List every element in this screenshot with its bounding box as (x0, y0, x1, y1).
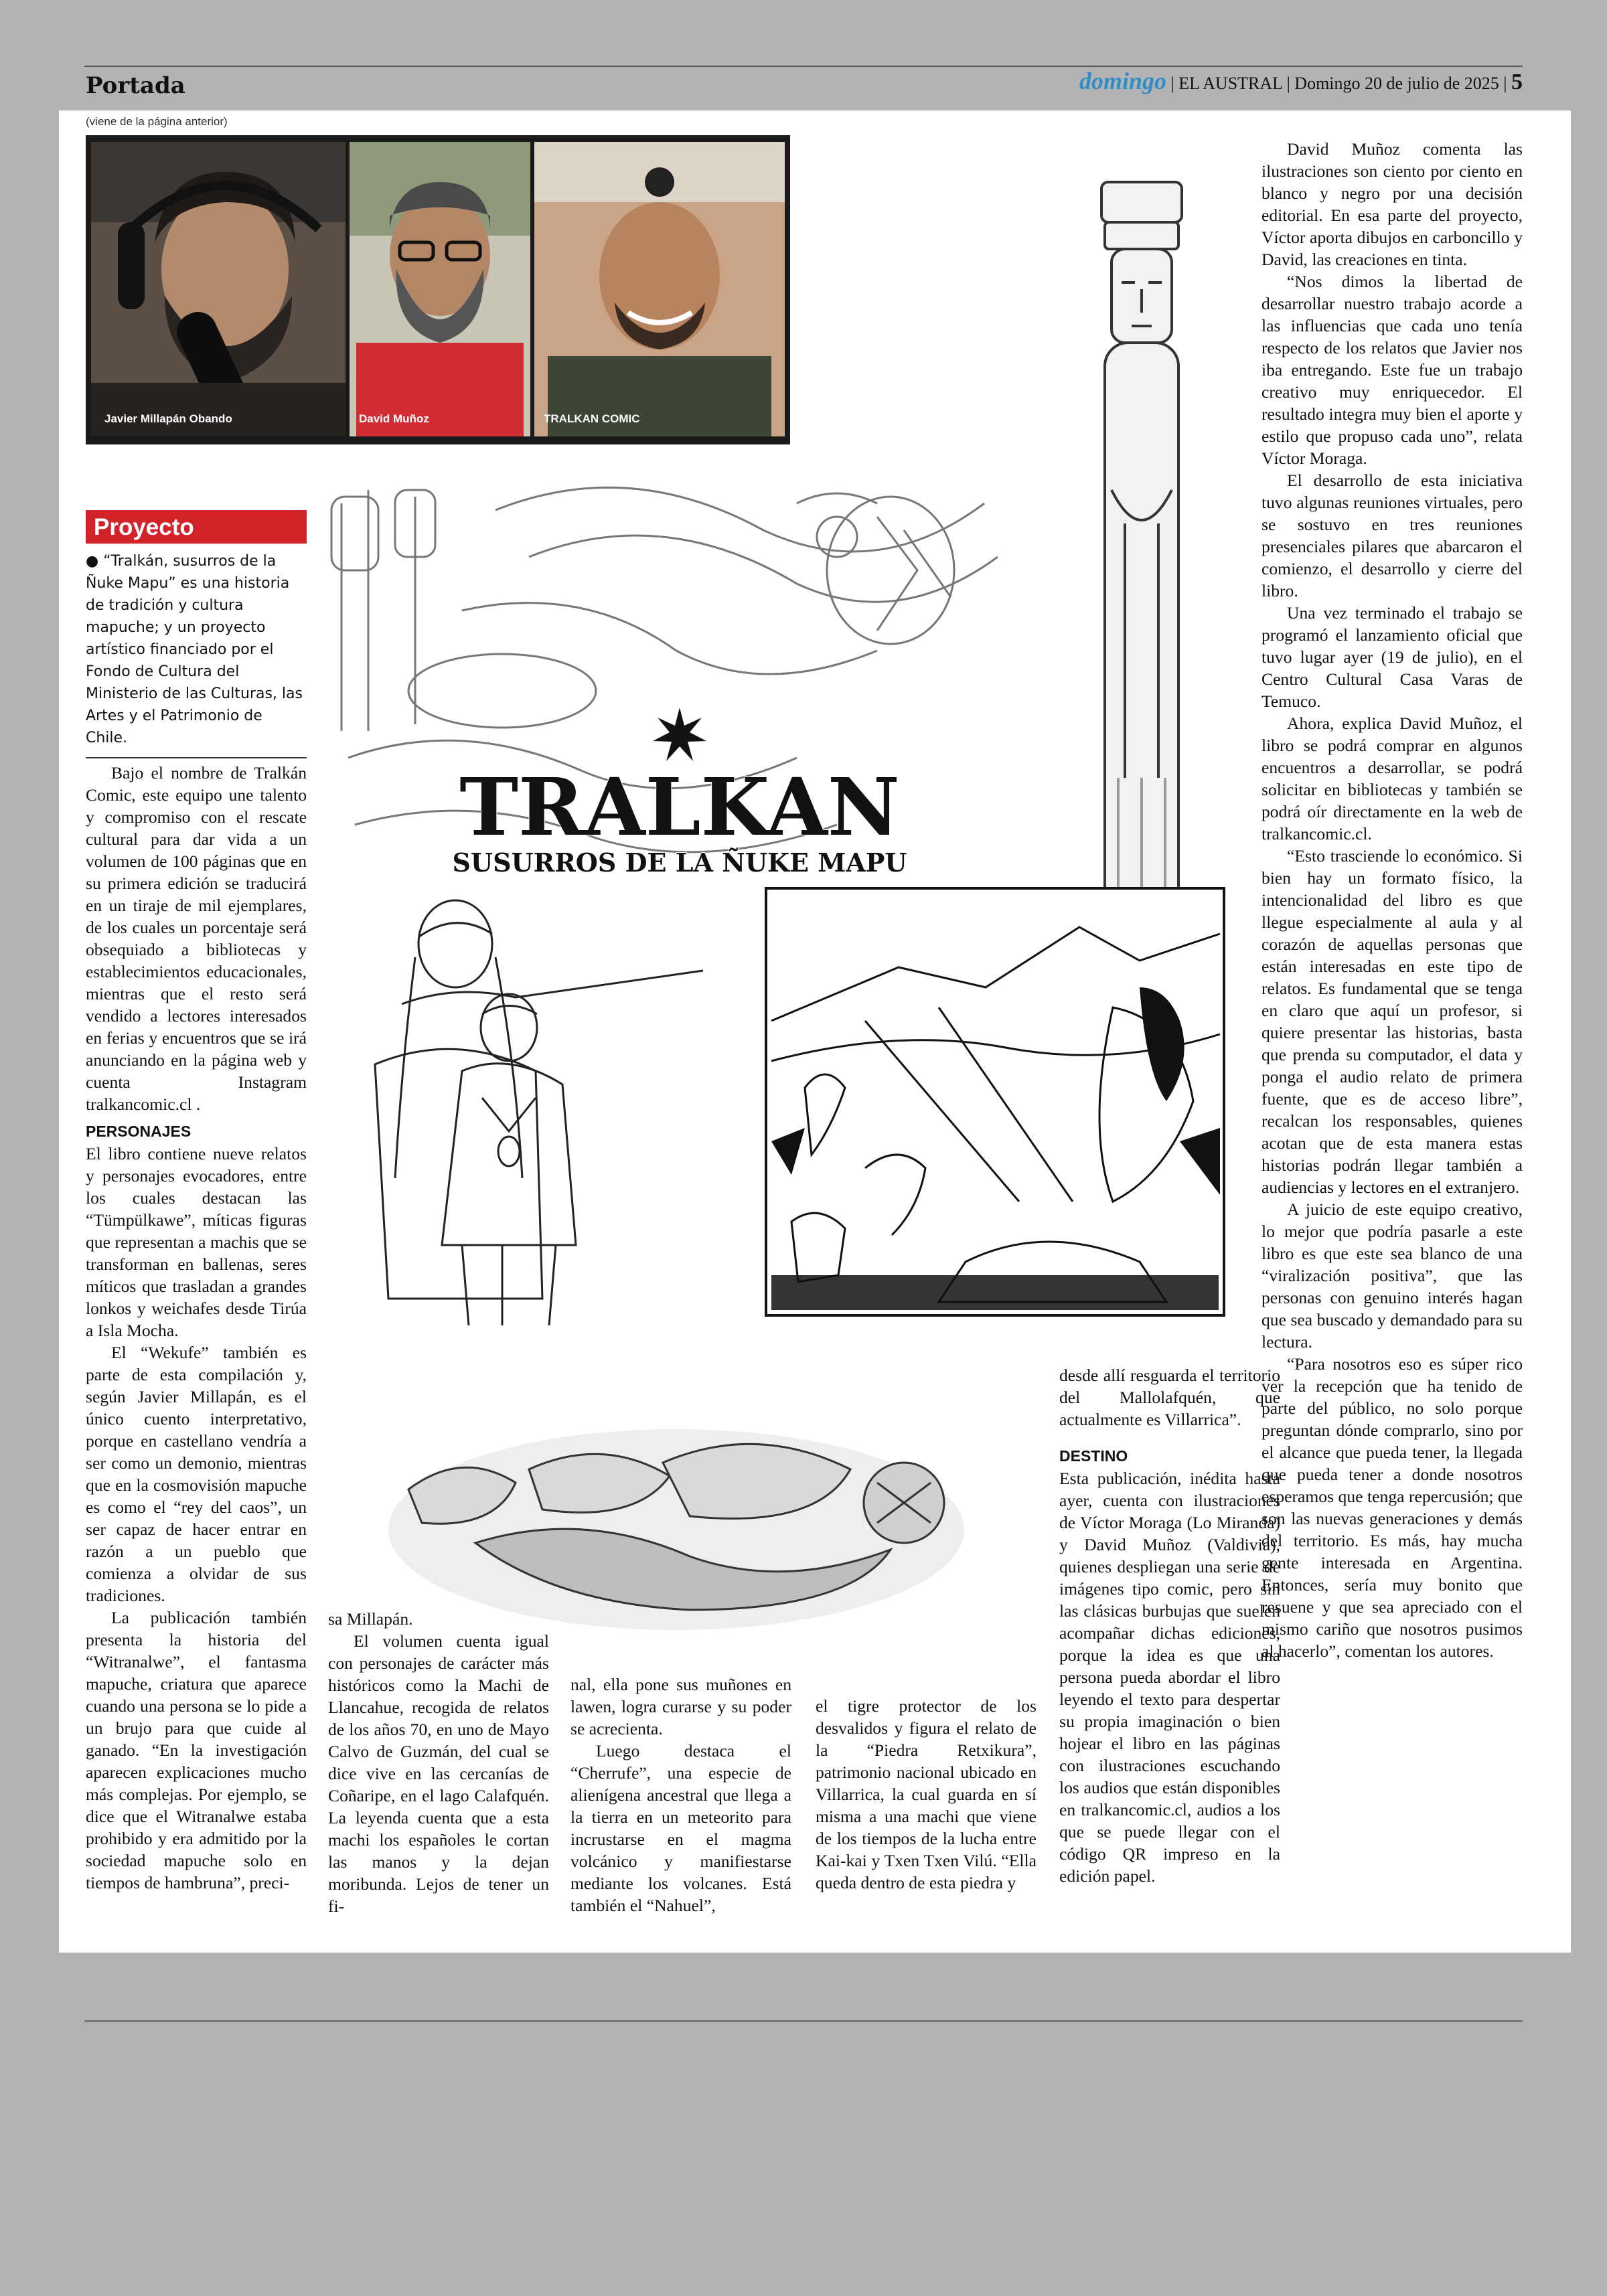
paragraph: nal, ella pone sus muñones en lawen, logra curarse y su poder se acrecienta. (570, 1675, 791, 1738)
paragraph: el tigre protector de los desvalidos y figura el relato de la “Piedra Retxikura”, patrimonio nacional ubicado en Villarrica, la cual guarda en sí misma a una machi que viene de los tiempos de la lucha entre Kai-kai y Txen Txen Vilú. “Ella queda dentro de esta piedra y (816, 1696, 1037, 1892)
subheading-destino: DESTINO (1059, 1447, 1128, 1465)
forest-scene-illustration (765, 887, 1225, 1317)
subheading-personajes: PERSONAJES (86, 1123, 192, 1140)
paper-name: EL AUSTRAL (1178, 74, 1283, 93)
paragraph: A juicio de este equipo creativo, lo mejor que podría pasarle a este libro es que este sea blanco de una “viralización positiva”, que las personas con genuino interés hagan que sea buscado y demandado para su lectura. (1261, 1200, 1523, 1351)
header-rule (84, 66, 1523, 67)
issue-date: Domingo 20 de julio de 2025 (1294, 74, 1499, 93)
paragraph: “Nos dimos la libertad de desarrollar nuestro trabajo acorde a las influencias que cada uno tenía respecto de los relatos que Javier nos iba entregando. Este fue un trabajo creativo muy enriquecedor. El resultado integra muy bien el aporte y estilo que propuso cada uno”, relata Víctor Moraga. (1261, 272, 1523, 468)
article-column-5 (1059, 1364, 1280, 1887)
box-body: “Tralkán, susurros de la Ñuke Mapu” es una historia de tradición y cultura mapuche; y un proyecto artístico financiado por el Fondo de Cultura del Ministerio de las Culturas, las Artes y el Patrimonio de Chile. (86, 553, 303, 746)
tralkan-cover-illustration (328, 477, 1031, 878)
paragraph: “Para nosotros eso es súper rico ver la recepción que ha tenido de parte del público, no solo porque preguntan dónde comprarlo, sino por el alcance que pueda tener, la llegada que pueda tener a donde nosotros esperamos que tenga repercusión; que son las nuevas generaciones y demás del territorio. Es más, hay mucha gente interesada en Argentina. Entonces, sería muy bonito que resuene y que sea apreciado con el mismo cariño que nosotros pusimos al hacerlo”, comentan los autores. (1261, 1354, 1523, 1661)
brand-name: domingo (1079, 68, 1167, 94)
continued-note: (viene de la página anterior) (86, 115, 228, 128)
paragraph: Bajo el nombre de Tralkán Comic, este equipo une talento y compromiso con el rescate cultural para dar vida a un volumen de 100 páginas que en su primera edición se traducirá en un tiraje de mil ejemplares, de los cuales un porcentaje será obsequiado a bibliotecas y establecimientos educacionales, mientras que el resto será vendido a lectores interesados en ferias y encuentros que se irá anunciando en la página web y cuenta Instagram tralkancomic.cl . (86, 763, 307, 1114)
article-column-2 (328, 1608, 549, 1917)
photo-tralkan (534, 142, 785, 436)
photo-caption: David Muñoz (359, 412, 429, 425)
footer-rule (84, 2020, 1523, 2022)
article-column-1 (86, 762, 307, 1894)
photo-caption: TRALKAN COMIC (544, 412, 640, 425)
paragraph: El volumen cuenta igual con personajes de carácter más históricos como la Machi de Llancahue, recogida de relatos de los años 70, en uno de Mayo Calvo de Guzmán, del cual se dice vive en las cercanías de Coñaripe, en el lago Calafquén. La leyenda cuenta que a esta machi los españoles le cortan las manos y la dejan moribunda. Lejos de tener un fi- (328, 1631, 549, 1916)
paragraph: Luego destaca el “Cherrufe”, una especie de alienígena ancestral que llega a la tierra en un meteorito para incrustarse en el magma volcánico y manifiestarse mediante los volcanes. Está también el “Nahuel”, (570, 1741, 791, 1915)
masthead: domingo | EL AUSTRAL | Domingo 20 de julio de 2025 | 5 (1079, 68, 1523, 94)
paragraph: El desarrollo de esta iniciativa tuvo algunas reuniones virtuales, pero se sostuvo en tres reuniones presenciales pilares que abarcaron el comienzo, el desarrollo y cierre del libro. (1261, 471, 1523, 600)
box-title: Proyecto (86, 510, 307, 544)
article-column-4 (816, 1695, 1037, 1894)
paragraph: sa Millapán. (328, 1609, 413, 1629)
paragraph: “Esto trasciende lo económico. Si bien hay un formato físico, la intencionalidad del libro es que llegue especialmente al aula y al corazón de aquellas personas que están interesadas en este tipo de relatos. Es fundamental que se tenga en claro que aquí un profesor, si quiere presentar las historias, basta que prenda su computador, el data y ponga el audio relato de primera fuente, que es de acceso libre”, recalcan los responsables, quienes acotan que de esta manera estas historias podrán llegar también a audiencias y lectores en el extranjero. (1261, 846, 1523, 1197)
section-title: Portada (86, 72, 185, 99)
proyecto-box (86, 510, 307, 758)
elder-and-child-illustration (362, 897, 710, 1352)
paragraph: Esta publicación, inédita hasta ayer, cuenta con ilustraciones de Víctor Moraga (Lo Miranda) y David Muñoz (Valdivia), quienes despliegan una serie de imágenes tipo comic, pero sin las clásicas burbujas que suelen acompañar dichas ediciones, porque la idea es que una persona pueda abordar el libro leyendo el texto para despertar su propia imaginación o bien hojear el libro en las páginas con ilustraciones escuchando los audios que están disponibles en tralkancomic.cl, audios a los que se puede llegar con el código QR impreso en la edición papel. (1059, 1469, 1280, 1886)
paragraph: Una vez terminado el trabajo se programó el lanzamiento oficial que tuvo lugar ayer (19 de julio), en el Centro Cultural Casa Varas de Temuco. (1261, 603, 1523, 711)
paragraph: El “Wekufe” también es parte de esta compilación y, según Javier Millapán, es el único cuento interpretativo, porque en castellano vendría a ser como un demonio, mientras que en la cosmovisión mapuche es como el “rey del caos”, un ser capaz de hacer entrar en razón a un pueblo que comienza a olvidar de sus tradiciones. (86, 1343, 307, 1605)
video-call-photo (86, 135, 790, 444)
photo-caption: Javier Millapán Obando (104, 412, 232, 425)
paragraph: David Muñoz comenta las ilustraciones son ciento por ciento en blanco y negro por una decisión editorial. En esa parte del proyecto, Víctor aporta dibujos en carboncillo y David, las creaciones en tinta. (1261, 139, 1523, 269)
photo-david (350, 142, 530, 436)
article-column-3 (570, 1673, 791, 1916)
article-column-6 (1261, 138, 1523, 1662)
paragraph: El libro contiene nueve relatos y personajes evocadores, entre los cuales destacan las “Tümpülkawe”, míticas figuras que representan a machis que se transforman en ballenas, seres míticos que trasladan a grandes lonkos y weichafes desde Tirúa a Isla Mocha. (86, 1144, 307, 1340)
box-text: ● “Tralkán, susurros de la Ñuke Mapu” es una historia de tradición y cultura mapuche; y un proyecto artístico financiado por el Fondo de Cultura del Ministerio de las Culturas, las Artes y el Patrimonio de Chile. (86, 550, 307, 758)
logo-subtitle: SUSURROS DE LA ÑUKE MAPU (452, 847, 907, 878)
paragraph: La publicación también presenta la historia del “Witranalwe”, el fantasma mapuche, criatura que aparece cuando una persona se lo pide a un brujo para que cuide al ganado. “En la investigación aparecen explicaciones mucho más complejas. Por ejemplo, se dice que el Witranalwe estaba prohibido y era admitido por la sociedad mapuche solo en tiempos de hambruna”, preci- (86, 1608, 307, 1892)
page-number: 5 (1511, 70, 1523, 94)
paragraph: desde allí resguarda el territorio del Mallolafquén, que actualmente es Villarrica”. (1059, 1366, 1280, 1429)
logo-title: TRALKAN (459, 760, 900, 853)
photo-javier (91, 142, 346, 436)
paragraph: Ahora, explica David Muñoz, el libro se podrá comprar en algunos encuentros a desarrollar, se podrá solicitar en bibliotecas y también se podrá oír directamente en la web de tralkancomic.cl. (1261, 714, 1523, 843)
